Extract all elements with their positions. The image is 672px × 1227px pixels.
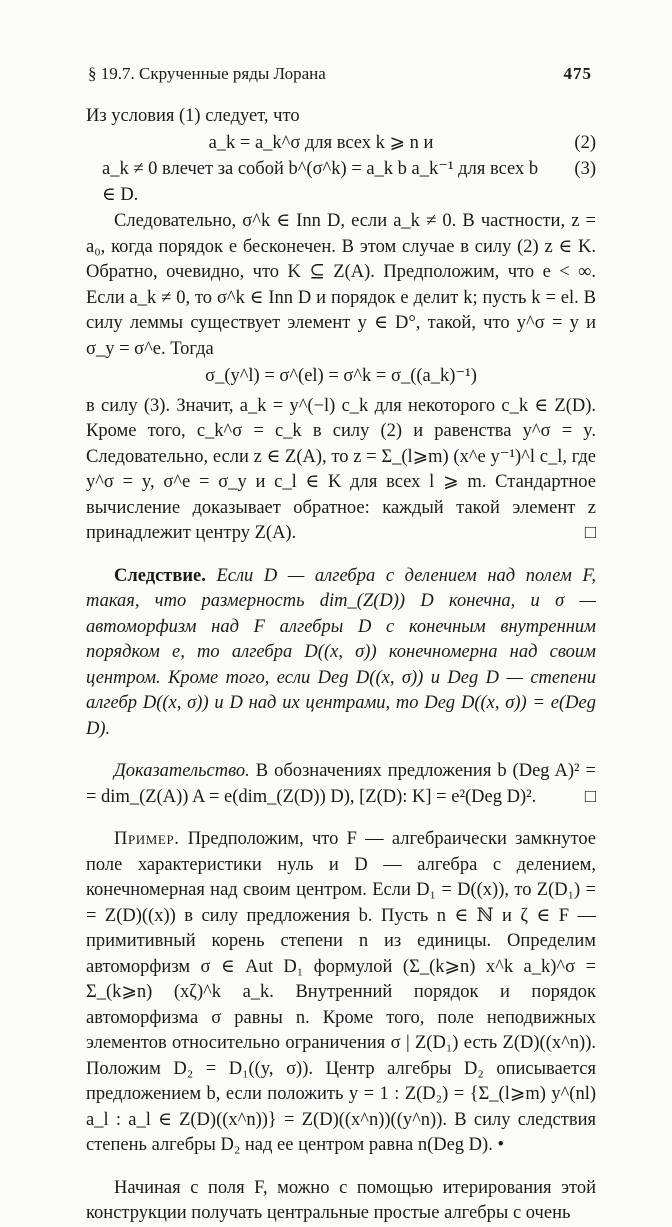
proof-qed-mark: □ xyxy=(584,786,596,807)
qed-mark: □ xyxy=(584,523,596,543)
proof-label: Доказательство. xyxy=(114,761,250,781)
example xyxy=(86,827,596,1159)
equation-2 xyxy=(86,131,596,157)
paragraph-therefore: Следовательно, σ^k ∈ Inn D, если a_k ≠ 0. В частности, z = a₀, когда порядок e бесконечен. В этом случае в силу (2) z ∈ K. Обратно, очевидно, что K ⊆ Z(A). Предположим, что e < ∞. Если a_k ≠ 0, то σ^k ∈ Inn D и порядок e делит k; пусть k = el. В силу леммы существует элемент y ∈ D°, такой, что y^σ = y и σ_y = σ^e. Тогда xyxy=(86,211,596,359)
equation-2-body: a_k = a_k^σ для всех k ⩾ n и xyxy=(208,132,434,153)
example-end-mark: • xyxy=(497,1135,504,1155)
paragraph-last: Начиная с поля F, можно с помощью итерирования этой конструкции получать центральные простые алгебры с очень xyxy=(86,1177,596,1223)
equation-3-tag: (3) xyxy=(574,159,596,179)
equation-3 xyxy=(86,157,596,208)
equation-4: σ_(y^l) = σ^(el) = σ^k = σ_((a_k)⁻¹) xyxy=(205,366,477,386)
paragraph-by-three-text: в силу (3). Значит, a_k = y^(−l) c_k для некоторого c_k ∈ Z(D). Кроме того, c_k^σ = c_k в силу (2) и равенства y^σ = y. Следовательно, если z ∈ Z(A), то z = Σ_(l⩾m) (x^e y⁻¹)^l c_l, где y^σ = y, σ^e = σ_y и c_l ∈ K для всех l ⩾ m. Стандартное вычисление доказывает обратное: каждый такой элемент z принадлежит центру Z(A). xyxy=(86,395,596,543)
equation-2-tag: (2) xyxy=(574,132,596,153)
running-title: § 19.7. Скрученные ряды Лорана xyxy=(88,64,326,83)
example-label: Пример. xyxy=(114,829,180,849)
running-header xyxy=(88,64,592,84)
proof xyxy=(86,759,596,810)
corollary xyxy=(86,564,596,743)
corollary-text: Если D — алгебра с делением над полем F, такая, что размерность dim_(Z(D)) D конечна, и σ — автоморфизм над F алгебры D с конечным внутренним порядком e, то алгебра D((x, σ)) конечномерна над своим центром. Кроме того, если Deg D((x, σ)) и Deg D — степени алгебр D((x, σ)) и D над их центрами, то Deg D((x, σ)) = e(Deg D). xyxy=(86,565,596,739)
equation-3-body: a_k ≠ 0 влечет за собой b^(σ^k) = a_k b a_k⁻¹ для всех b ∈ D. xyxy=(102,159,539,205)
page-number: 475 xyxy=(563,64,592,83)
page-body xyxy=(86,104,596,1227)
example-text: Предположим, что F — алгебраически замкнутое поле характеристики нуль и D — алгебра с делением, конечномерная над своим центром. Если D₁ = D((x)), то Z(D₁) = = Z(D)((x)) в силу предложения b. Пусть n ∈ ℕ и ζ ∈ F — примитивный корень степени n из единицы. Определим автоморфизм σ ∈ Aut D₁ формулой (Σ_(k⩾n) x^k a_k)^σ = Σ_(k⩾n) (xζ)^k a_k. Внутренний порядок и порядок автоморфизма σ равны n. Кроме того, поле неподвижных элементов относительно ограничения σ | Z(D₁) есть Z(D)((x^n)). Положим D₂ = D₁((y, σ)). Центр алгебры D₂ описывается предложением b, если положить y = 1 : Z(D₂) = {Σ_(l⩾m) y^(nl) a_l : a_l ∈ Z(D)((x^n))} = Z(D)((x^n))((y^n)). В силу следствия степень алгебры D₂ над ее центром равна n(Deg D). xyxy=(86,829,597,1155)
proof-text: В обозначениях предложения b (Deg A)² = = dim_(Z(A)) A = e(dim_(Z(D)) D), [Z(D): K] = e²(Deg D)². xyxy=(86,761,596,807)
paragraph-by-three xyxy=(86,394,596,547)
paragraph-intro: Из условия (1) следует, что xyxy=(86,106,300,126)
corollary-label: Следствие. xyxy=(114,565,206,586)
